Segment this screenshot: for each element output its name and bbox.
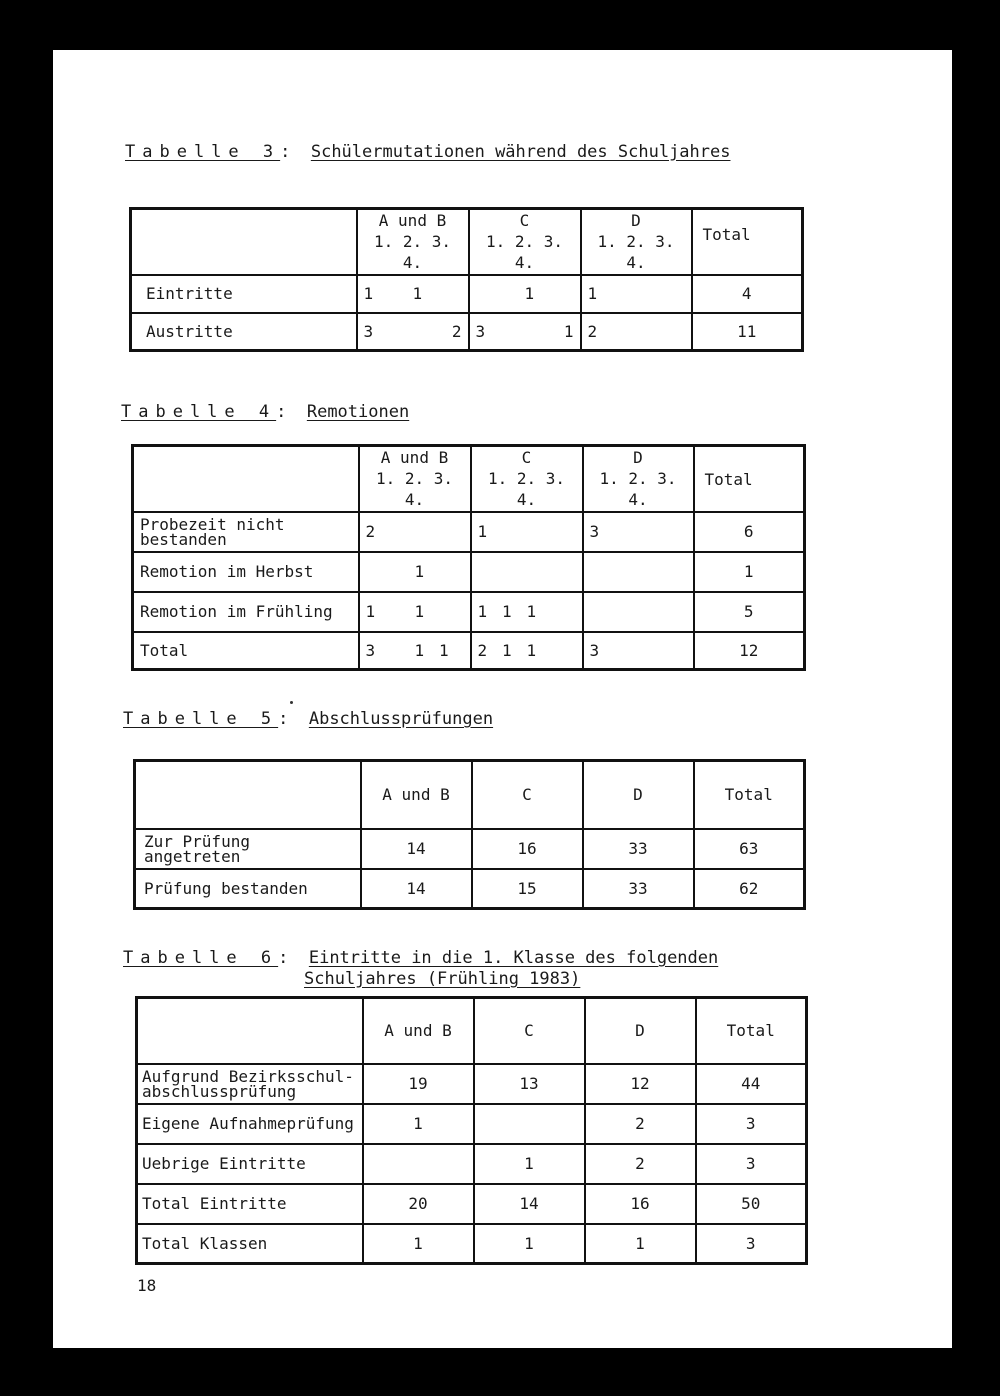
table4-cell: 1 [414, 640, 425, 660]
table5-row-label: Prüfung bestanden [135, 869, 361, 909]
table3-cell [500, 322, 525, 341]
table4-total: 5 [694, 592, 805, 632]
table4-sub-c: 1. 2. 3. 4. [487, 469, 566, 510]
table3-row-label: Eintritte [131, 275, 357, 313]
table3-sub-c: 1. 2. 3. 4. [485, 232, 564, 273]
table4-cell [638, 641, 662, 660]
table6-row-label: Total Eintritte [137, 1184, 363, 1224]
table3-head-total: Total [692, 209, 803, 275]
table6-caption: Tabelle 6: Eintritte in die 1. Klasse des folgenden [123, 948, 719, 968]
table3-cell: 1 [563, 321, 574, 341]
table4-total: 6 [694, 512, 805, 552]
table4-cell [614, 641, 638, 660]
table6-cell: 50 [696, 1184, 807, 1224]
table6-corner [137, 998, 363, 1064]
table4-cell [439, 562, 464, 581]
table6-cell: 14 [474, 1184, 585, 1224]
table5-cell: 16 [472, 829, 583, 869]
table3-cell [437, 284, 462, 303]
table6-cell: 12 [585, 1064, 696, 1104]
table3-cell [660, 322, 684, 341]
table4-cell: 2 [477, 640, 488, 660]
table3-cell [388, 322, 413, 341]
table4-sub-ab: 1. 2. 3. 4. [375, 469, 454, 510]
table4-cell [390, 562, 415, 581]
table4-row-label: Probezeit nicht bestanden [133, 512, 359, 552]
table3-cell: 3 [475, 321, 486, 341]
table5-head-c: C [472, 761, 583, 829]
table4-cell: 2 [365, 522, 376, 541]
table6-label: Tabelle 6 [123, 948, 279, 968]
table4-cell [390, 522, 415, 541]
table6-row-label: Aufgrund Bezirksschul-abschlussprüfung [137, 1064, 363, 1104]
table6-head-ab: A und B [363, 998, 474, 1064]
table6-row-label: Total Klassen [137, 1224, 363, 1264]
table5-cell: 62 [694, 869, 805, 909]
table6-cell [363, 1144, 474, 1184]
table6-cell: 1 [363, 1104, 474, 1144]
table6-title-line1: Eintritte in die 1. Klasse des folgenden [308, 948, 719, 968]
table3 [129, 207, 804, 352]
table3-caption: Tabelle 3: Schülermutationen während des Schuljahres [125, 142, 731, 162]
table4-cell: 1 [526, 640, 537, 660]
table6-cell: 1 [474, 1224, 585, 1264]
table6-cell: 1 [474, 1144, 585, 1184]
table4-cell: 1 [414, 562, 425, 581]
table3-total: 4 [692, 275, 803, 313]
table3-cell: 1 [363, 284, 374, 303]
table5-cell: 33 [583, 829, 694, 869]
table4-sub-d: 1. 2. 3. 4. [599, 469, 677, 510]
table6-cell: 2 [585, 1104, 696, 1144]
table6-cell: 13 [474, 1064, 585, 1104]
table4-cell [551, 522, 576, 541]
table4-cell [390, 602, 415, 621]
table6-title-line2: Schuljahres (Frühling 1983) [304, 969, 581, 989]
table5-cell: 15 [472, 869, 583, 909]
table6-row-label: Uebrige Eintritte [137, 1144, 363, 1184]
table6-cell: 3 [696, 1224, 807, 1264]
table3-cell [612, 322, 636, 341]
table4-cell [390, 641, 415, 660]
table4-cell [439, 602, 464, 621]
table4-row-label: Remotion im Herbst [133, 552, 359, 592]
table6-cell: 19 [363, 1064, 474, 1104]
table3-head-d: D [631, 211, 641, 231]
table4-total: 12 [694, 632, 805, 670]
table3-head-ab: A und B [378, 211, 447, 231]
table4-cell [662, 522, 686, 541]
table5-cell: 33 [583, 869, 694, 909]
table4-cell [415, 522, 440, 541]
table3-total: 11 [692, 313, 803, 351]
table4 [131, 444, 806, 671]
table5-head-d: D [583, 761, 694, 829]
table6-cell: 20 [363, 1184, 474, 1224]
table4-cell: 3 [589, 640, 600, 660]
table3-cell: 1 [412, 284, 423, 303]
table3-sub-d: 1. 2. 3. 4. [597, 232, 675, 273]
table6-cell: 3 [696, 1104, 807, 1144]
table3-corner [131, 209, 357, 275]
table4-cell: 1 [439, 640, 449, 660]
table3-cell [525, 322, 550, 341]
table5-caption: Tabelle 5: Abschlussprüfungen [123, 709, 494, 729]
table6-cell: 2 [585, 1144, 696, 1184]
table3-cell: 2 [587, 321, 598, 341]
table4-cell [439, 522, 464, 541]
table4-caption: Tabelle 4: Remotionen [121, 402, 410, 422]
table4-cell [366, 562, 391, 581]
table5 [133, 759, 806, 910]
table4-cell: 1 [502, 640, 512, 660]
table3-cell [660, 284, 684, 303]
table3-cell [413, 322, 438, 341]
table4-cell [614, 522, 638, 541]
table6-cell: 1 [363, 1224, 474, 1264]
table3-cell [636, 322, 660, 341]
table3-cell [476, 284, 501, 303]
table6-head-total: Total [696, 998, 807, 1064]
table4-cell [551, 602, 576, 621]
table4-cell: 1 [477, 602, 488, 621]
table6-head-d: D [585, 998, 696, 1064]
table4-cell: 1 [365, 602, 376, 621]
table4-head-c: C [521, 448, 532, 468]
table4-cell [502, 522, 527, 541]
table6-row-label: Eigene Aufnahmeprüfung [137, 1104, 363, 1144]
table3-label: Tabelle 3 [125, 142, 281, 162]
table4-corner [133, 446, 359, 512]
table3-head-c: C [519, 211, 530, 231]
table5-cell: 63 [694, 829, 805, 869]
table4-head-total: Total [694, 446, 805, 512]
table4-cell [527, 522, 552, 541]
table6-cell: 3 [696, 1144, 807, 1184]
table5-cell: 14 [361, 869, 472, 909]
table5-label: Tabelle 5 [123, 709, 279, 729]
table4-cell: 1 [526, 602, 537, 621]
table5-head-ab: A und B [361, 761, 472, 829]
table6-cell [474, 1104, 585, 1144]
table4-title: Remotionen [306, 402, 410, 422]
table5-cell: 14 [361, 829, 472, 869]
table5-corner [135, 761, 361, 829]
table5-head-total: Total [694, 761, 805, 829]
table4-label: Tabelle 4 [121, 402, 277, 422]
table4-cell [551, 641, 576, 660]
table5-row-label: Zur Prüfung angetreten [135, 829, 361, 869]
table6-cell: 44 [696, 1064, 807, 1104]
table4-cell: 1 [477, 522, 488, 541]
stray-mark [290, 701, 293, 704]
table4-head-ab: A und B [380, 448, 449, 468]
table3-cell: 3 [363, 321, 374, 341]
table4-cell: 3 [365, 640, 376, 660]
table3-title: Schülermutationen während des Schuljahres [310, 142, 731, 162]
table4-row-label: Remotion im Frühling [133, 592, 359, 632]
table6-cell: 1 [585, 1224, 696, 1264]
table4-head-d: D [633, 448, 643, 468]
table3-cell [612, 284, 636, 303]
table4-cell [638, 522, 662, 541]
table6-cell: 16 [585, 1184, 696, 1224]
table4-row-label: Total [133, 632, 359, 670]
table3-cell [549, 284, 574, 303]
table4-total: 1 [694, 552, 805, 592]
table3-cell [636, 284, 660, 303]
table6 [135, 996, 808, 1265]
table4-cell: 1 [502, 602, 512, 621]
document-page [53, 50, 952, 1348]
table3-cell [500, 284, 525, 303]
table3-cell [388, 284, 413, 303]
table4-cell: 1 [414, 602, 425, 621]
table3-sub-ab: 1. 2. 3. 4. [373, 232, 452, 273]
table3-row-label: Austritte [131, 313, 357, 351]
page-number: 18 [137, 1276, 157, 1295]
table3-cell: 2 [451, 321, 462, 341]
table6-head-c: C [474, 998, 585, 1064]
table3-cell: 1 [524, 284, 535, 303]
table3-cell: 1 [587, 284, 598, 303]
table5-title: Abschlussprüfungen [308, 709, 494, 729]
table4-cell [662, 641, 686, 660]
table4-cell: 3 [589, 522, 600, 541]
